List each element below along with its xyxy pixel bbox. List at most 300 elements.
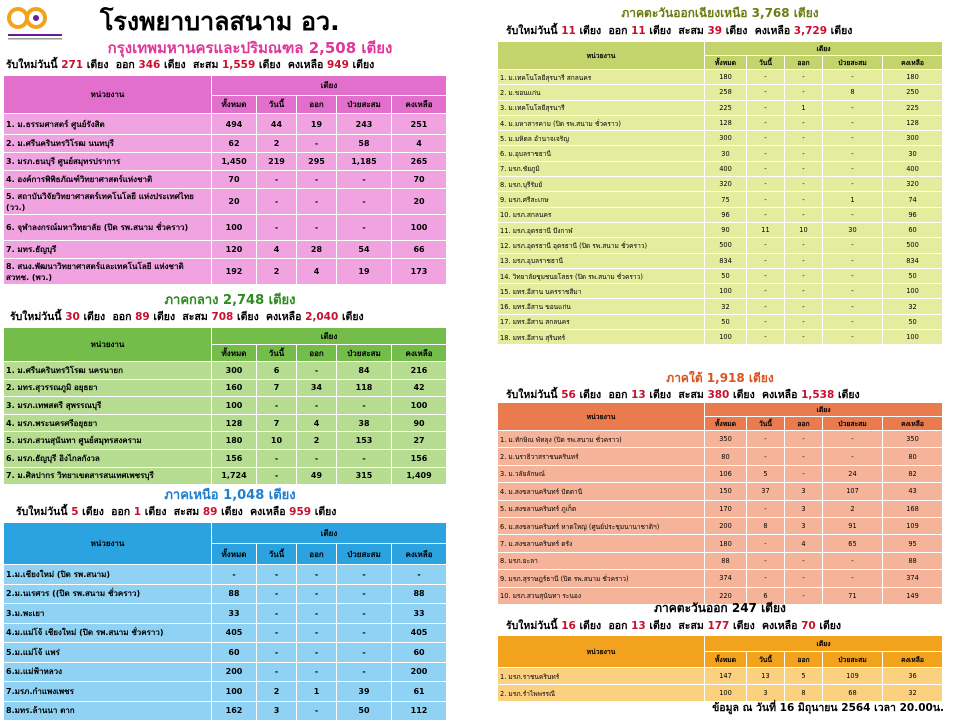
cell-value: 49: [297, 467, 337, 485]
table-row: [4, 623, 447, 643]
column-header-beds: เตียง: [705, 636, 943, 652]
column-header-today: วันนี้: [747, 417, 785, 431]
out-value: 89: [135, 311, 150, 323]
cell-value: 82: [883, 465, 943, 482]
table-row: [498, 85, 943, 100]
column-header-remaining: คงเหลือ: [392, 544, 447, 565]
remaining-value: 2,040: [305, 311, 339, 323]
cell-value: -: [297, 662, 337, 682]
cell-value: -: [823, 131, 883, 146]
cell-value: 834: [883, 253, 943, 268]
table-row: [4, 701, 447, 721]
table-row: [498, 161, 943, 176]
cell-value: 1: [785, 100, 823, 115]
out-label: ออก: [112, 311, 136, 323]
unit-name: 9. มรภ.สุราษฎร์ธานี (ปิด รพ.สนาม ชั่วคราว): [498, 570, 705, 587]
cell-value: 109: [823, 668, 883, 685]
column-header-cumulative: ป่วยสะสม: [823, 417, 883, 431]
column-header-beds: เตียง: [212, 76, 447, 96]
table-row: [498, 330, 943, 345]
table-row: [498, 570, 943, 587]
cumulative-label: สะสม: [678, 25, 708, 37]
column-header-total: ทั้งหมด: [705, 417, 747, 431]
cell-value: -: [785, 431, 823, 448]
cell-value: -: [785, 115, 823, 130]
cell-value: 11: [747, 222, 785, 237]
cell-value: 100: [392, 215, 447, 241]
new-today-value: 30: [65, 311, 80, 323]
cell-value: 100: [392, 397, 447, 415]
cell-value: 180: [212, 432, 257, 450]
remaining-label: คงเหลือ: [754, 25, 794, 37]
cell-value: 265: [392, 153, 447, 171]
cell-value: 3: [257, 701, 297, 721]
out-value: 13: [631, 389, 646, 401]
beds-unit: เตียง: [575, 389, 602, 401]
cell-value: 374: [883, 570, 943, 587]
cell-value: 494: [212, 114, 257, 135]
beds-unit: เตียง: [255, 59, 281, 71]
summary-south: [506, 386, 860, 403]
beds-unit: เตียง: [79, 311, 106, 323]
cell-value: 2: [257, 135, 297, 153]
cell-value: 374: [705, 570, 747, 587]
cell-value: -: [337, 604, 392, 624]
cell-value: 91: [823, 517, 883, 534]
column-header-remaining: คงเหลือ: [883, 417, 943, 431]
table-row: [498, 222, 943, 237]
cell-value: -: [257, 584, 297, 604]
summary-ne: [506, 22, 852, 39]
beds-unit: เตียง: [834, 389, 860, 401]
cell-value: -: [257, 643, 297, 663]
cell-value: 156: [392, 449, 447, 467]
cell-value: -: [337, 215, 392, 241]
cell-value: 70: [392, 171, 447, 189]
cell-value: 100: [705, 685, 747, 702]
cell-value: -: [297, 701, 337, 721]
cell-value: 90: [705, 222, 747, 237]
cell-value: -: [747, 535, 785, 552]
unit-name: 3. ม.วลัยลักษณ์: [498, 465, 705, 482]
cell-value: 160: [212, 379, 257, 397]
table-row: [4, 135, 447, 153]
cell-value: 3: [785, 517, 823, 534]
column-header-out: ออก: [297, 345, 337, 362]
cell-value: 300: [212, 362, 257, 380]
remaining-label: คงเหลือ: [287, 59, 327, 71]
cell-value: 61: [392, 682, 447, 702]
cell-value: -: [747, 161, 785, 176]
cell-value: 106: [705, 465, 747, 482]
cell-value: 128: [212, 414, 257, 432]
region-title-ne: ภาคตะวันออกเฉียงเหนือ 3,768 เตียง: [621, 6, 819, 20]
cell-value: 200: [212, 662, 257, 682]
cell-value: 30: [823, 222, 883, 237]
cell-value: 5: [747, 465, 785, 482]
table-row: [498, 192, 943, 207]
cell-value: 200: [705, 517, 747, 534]
column-header-total: ทั้งหมด: [212, 96, 257, 114]
unit-name: 1. ม.ธรรมศาสตร์ ศูนย์รังสิต: [4, 114, 212, 135]
column-header-beds: เตียง: [212, 328, 447, 345]
cumulative-value: 708: [211, 311, 234, 323]
cell-value: -: [747, 177, 785, 192]
unit-name: 2. มทร.สุวรรณภูมิ อยุธยา: [4, 379, 212, 397]
cell-value: -: [823, 100, 883, 115]
cell-value: 96: [883, 207, 943, 222]
table-bkk: [3, 75, 447, 285]
cell-value: 2: [297, 432, 337, 450]
cell-value: 243: [337, 114, 392, 135]
column-header-cumulative: ป่วยสะสม: [337, 345, 392, 362]
table-row: [4, 414, 447, 432]
unit-name: 2. ม.ขอนแก่น: [498, 85, 705, 100]
cell-value: 180: [883, 70, 943, 85]
cell-value: -: [785, 268, 823, 283]
table-row: [4, 467, 447, 485]
cell-value: 4: [257, 241, 297, 259]
cell-value: 44: [257, 114, 297, 135]
remaining-label: คงเหลือ: [266, 311, 306, 323]
cell-value: 100: [212, 397, 257, 415]
cell-value: 200: [392, 662, 447, 682]
new-today-label: รับใหม่วันนี้: [6, 59, 62, 71]
cell-value: -: [823, 177, 883, 192]
cell-value: 50: [883, 268, 943, 283]
cell-value: 4: [785, 535, 823, 552]
cell-value: 1,724: [212, 467, 257, 485]
beds-unit: เตียง: [83, 59, 109, 71]
cell-value: 50: [337, 701, 392, 721]
cell-value: 80: [705, 448, 747, 465]
unit-name: 10. มรภ.สกลนคร: [498, 207, 705, 222]
table-row: [498, 299, 943, 314]
cell-value: 19: [337, 259, 392, 285]
new-today-value: 11: [561, 25, 576, 37]
cell-value: 1,185: [337, 153, 392, 171]
cell-value: -: [337, 171, 392, 189]
unit-name: 12. มรภ.อุดรธานี อุดรธานี (ปิด รพ.สนาม ชั่วคราว): [498, 238, 705, 253]
table-row: [4, 682, 447, 702]
new-today-value: 16: [561, 620, 576, 632]
cell-value: 24: [823, 465, 883, 482]
cell-value: -: [337, 397, 392, 415]
cell-value: 70: [212, 171, 257, 189]
cell-value: -: [785, 330, 823, 345]
cell-value: -: [823, 268, 883, 283]
cumulative-value: 89: [202, 506, 218, 518]
cell-value: 400: [705, 161, 747, 176]
cell-value: 37: [747, 483, 785, 500]
column-header-remaining: คงเหลือ: [392, 96, 447, 114]
cell-value: 30: [883, 146, 943, 161]
table-row: [4, 397, 447, 415]
new-today-label: รับใหม่วันนี้: [506, 620, 562, 632]
cell-value: 71: [823, 587, 883, 604]
unit-name: 11. มรภ.อุดรธานี บึงกาฬ: [498, 222, 705, 237]
table-row: [4, 432, 447, 450]
cell-value: 153: [337, 432, 392, 450]
cell-value: -: [785, 587, 823, 604]
table-central: [3, 327, 447, 485]
cell-value: -: [337, 584, 392, 604]
unit-name: 4.ม.แม่โจ้ เชียงใหม่ (ปิด รพ.สนาม ชั่วคราว): [4, 623, 212, 643]
cell-value: 3: [785, 500, 823, 517]
out-label: ออก: [608, 389, 632, 401]
cell-value: -: [747, 268, 785, 283]
cell-value: -: [297, 362, 337, 380]
cell-value: 180: [705, 535, 747, 552]
cell-value: 3: [785, 483, 823, 500]
cell-value: -: [747, 238, 785, 253]
cell-value: -: [823, 552, 883, 569]
cell-value: 42: [392, 379, 447, 397]
table-row: [498, 483, 943, 500]
summary-east: [506, 617, 841, 634]
cell-value: -: [785, 161, 823, 176]
cumulative-label: สะสม: [192, 59, 223, 71]
unit-name: 17. มทร.อีสาน สกลนคร: [498, 314, 705, 329]
remaining-value: 70: [801, 620, 816, 632]
cell-value: -: [337, 565, 392, 585]
cell-value: -: [297, 189, 337, 215]
cell-value: 168: [883, 500, 943, 517]
out-value: 1: [133, 506, 142, 518]
table-row: [498, 70, 943, 85]
cumulative-value: 380: [707, 389, 730, 401]
cell-value: 109: [883, 517, 943, 534]
cell-value: -: [747, 570, 785, 587]
table-north: [3, 522, 447, 721]
cell-value: 66: [392, 241, 447, 259]
cell-value: 156: [212, 449, 257, 467]
column-header-out: ออก: [785, 652, 823, 668]
cell-value: 20: [212, 189, 257, 215]
table-row: [4, 643, 447, 663]
cell-value: 2: [257, 259, 297, 285]
cell-value: 7: [257, 414, 297, 432]
table-row: [498, 668, 943, 685]
unit-name: 6. ม.สงขลานครินทร์ หาดใหญ่ (ศูนย์ประชุมนานาชาติฯ): [498, 517, 705, 534]
out-label: ออก: [111, 506, 134, 518]
cell-value: 60: [883, 222, 943, 237]
cell-value: -: [785, 448, 823, 465]
unit-name: 7. มรภ.ชัยภูมิ: [498, 161, 705, 176]
unit-name: 3. มรภ.เทพสตรี สุพรรณบุรี: [4, 397, 212, 415]
unit-name: 9. มรภ.ศรีสะเกษ: [498, 192, 705, 207]
beds-unit: เตียง: [338, 311, 364, 323]
cell-value: 13: [747, 668, 785, 685]
cell-value: 38: [337, 414, 392, 432]
table-row: [498, 431, 943, 448]
unit-name: 2.ม.นเรศวร ((ปิด รพ.สนาม ชั่วคราว): [4, 584, 212, 604]
cell-value: -: [785, 207, 823, 222]
cumulative-label: สะสม: [678, 620, 708, 632]
table-row: [498, 100, 943, 115]
remaining-value: 959: [289, 506, 312, 518]
table-row: [498, 268, 943, 283]
cell-value: -: [297, 584, 337, 604]
column-header-remaining: คงเหลือ: [883, 56, 943, 70]
beds-unit: เตียง: [348, 59, 375, 71]
table-row: [498, 465, 943, 482]
table-row: [498, 253, 943, 268]
region-title-east: ภาคตะวันออก 247 เตียง: [654, 601, 786, 615]
cell-value: -: [392, 565, 447, 585]
cell-value: -: [257, 662, 297, 682]
table-row: [498, 146, 943, 161]
cell-value: 96: [705, 207, 747, 222]
table-row: [4, 153, 447, 171]
cell-value: 4: [297, 414, 337, 432]
unit-name: 4. มรภ.พระนครศรีอยุธยา: [4, 414, 212, 432]
unit-name: 1.ม.เชียงใหม่ (ปิด รพ.สนาม): [4, 565, 212, 585]
column-header-cumulative: ป่วยสะสม: [337, 544, 392, 565]
beds-unit: เตียง: [311, 506, 337, 518]
column-header-beds: เตียง: [705, 42, 943, 56]
cell-value: 147: [705, 668, 747, 685]
cell-value: -: [257, 397, 297, 415]
cell-value: 95: [883, 535, 943, 552]
cell-value: -: [297, 449, 337, 467]
cell-value: 32: [883, 299, 943, 314]
region-title-bkk: กรุงเทพมหานครและปริมณฑล 2,508 เตียง: [107, 39, 393, 57]
remaining-value: 3,729: [793, 25, 827, 37]
column-header-today: วันนี้: [257, 345, 297, 362]
cell-value: 192: [212, 259, 257, 285]
new-today-value: 56: [561, 389, 576, 401]
beds-unit: เตียง: [575, 25, 602, 37]
cell-value: 10: [257, 432, 297, 450]
cell-value: 43: [883, 483, 943, 500]
cell-value: 219: [257, 153, 297, 171]
cell-value: 100: [212, 215, 257, 241]
cell-value: -: [297, 171, 337, 189]
unit-name: 5. ม.สงขลานครินทร์ ภูเก็ต: [498, 500, 705, 517]
new-today-label: รับใหม่วันนี้: [16, 506, 72, 518]
cumulative-label: สะสม: [678, 389, 708, 401]
column-header-unit: หน่วยงาน: [498, 636, 705, 668]
beds-unit: เตียง: [575, 620, 602, 632]
cell-value: 58: [337, 135, 392, 153]
column-header-total: ทั้งหมด: [212, 544, 257, 565]
remaining-value: 949: [326, 59, 349, 71]
table-row: [4, 189, 447, 215]
cell-value: -: [747, 70, 785, 85]
cell-value: -: [785, 146, 823, 161]
cell-value: -: [297, 215, 337, 241]
unit-name: 2. มรภ.รำไพพรรณี: [498, 685, 705, 702]
beds-unit: เตียง: [815, 620, 842, 632]
table-row: [498, 500, 943, 517]
cell-value: -: [747, 85, 785, 100]
unit-name: 1. ม.ศรีนครินทรวิโรฒ นครนายก: [4, 362, 212, 380]
unit-name: 2. ม.ศรีนครินทรวิโรฒ นนทบุรี: [4, 135, 212, 153]
cell-value: 500: [705, 238, 747, 253]
cell-value: -: [337, 189, 392, 215]
cell-value: 60: [392, 643, 447, 663]
cell-value: 68: [823, 685, 883, 702]
unit-name: 5.ม.แม่โจ้ แพร่: [4, 643, 212, 663]
cell-value: 50: [883, 314, 943, 329]
column-header-beds: เตียง: [212, 523, 447, 544]
cell-value: 5: [785, 668, 823, 685]
cell-value: 30: [705, 146, 747, 161]
beds-unit: เตียง: [645, 25, 672, 37]
cell-value: 36: [883, 668, 943, 685]
cell-value: 225: [705, 100, 747, 115]
unit-name: 8. มรภ.บุรีรัมย์: [498, 177, 705, 192]
cell-value: -: [297, 604, 337, 624]
table-row: [498, 238, 943, 253]
cell-value: 10: [785, 222, 823, 237]
cumulative-value: 177: [707, 620, 730, 632]
table-row: [498, 207, 943, 222]
unit-name: 10. มรภ.สวนสุนันทา ระนอง: [498, 587, 705, 604]
cell-value: -: [823, 284, 883, 299]
table-row: [498, 131, 943, 146]
table-row: [498, 314, 943, 329]
beds-unit: เตียง: [141, 506, 167, 518]
cell-value: -: [747, 314, 785, 329]
seal-logo: [6, 4, 64, 44]
table-row: [4, 114, 447, 135]
table-row: [4, 171, 447, 189]
cell-value: -: [747, 192, 785, 207]
beds-unit: เตียง: [729, 620, 755, 632]
cell-value: 258: [705, 85, 747, 100]
column-header-today: วันนี้: [747, 652, 785, 668]
cell-value: 128: [705, 115, 747, 130]
cell-value: 50: [705, 268, 747, 283]
cell-value: 28: [297, 241, 337, 259]
cell-value: -: [257, 467, 297, 485]
unit-name: 4. องค์การพิพิธภัณฑ์วิทยาศาสตร์แห่งชาติ: [4, 171, 212, 189]
unit-name: 15. มทร.อีสาน นครราชสีมา: [498, 284, 705, 299]
out-value: 11: [631, 25, 646, 37]
cell-value: -: [823, 448, 883, 465]
cell-value: -: [785, 131, 823, 146]
cell-value: 88: [883, 552, 943, 569]
table-row: [4, 241, 447, 259]
new-today-label: รับใหม่วันนี้: [506, 25, 562, 37]
cell-value: 75: [705, 192, 747, 207]
column-header-total: ทั้งหมด: [705, 56, 747, 70]
table-row: [498, 448, 943, 465]
cell-value: 149: [883, 587, 943, 604]
unit-name: 2. ม.นราธิวาสราชนครินทร์: [498, 448, 705, 465]
column-header-remaining: คงเหลือ: [392, 345, 447, 362]
cell-value: 54: [337, 241, 392, 259]
cell-value: -: [785, 85, 823, 100]
cell-value: 162: [212, 701, 257, 721]
cell-value: 500: [883, 238, 943, 253]
cell-value: -: [337, 662, 392, 682]
cell-value: -: [747, 207, 785, 222]
cumulative-label: สะสม: [182, 311, 212, 323]
column-header-out: ออก: [785, 56, 823, 70]
out-label: ออก: [608, 620, 632, 632]
cell-value: 4: [297, 259, 337, 285]
data-timestamp: ข้อมูล ณ วันที่ 16 มิถุนายน 2564 เวลา 20.00น.: [712, 702, 944, 714]
cell-value: 100: [212, 682, 257, 702]
cell-value: -: [785, 192, 823, 207]
unit-name: 16. มทร.อีสาน ขอนแก่น: [498, 299, 705, 314]
cell-value: -: [823, 253, 883, 268]
unit-name: 8.มทร.ล้านนา ตาก: [4, 701, 212, 721]
cell-value: 2: [257, 682, 297, 702]
